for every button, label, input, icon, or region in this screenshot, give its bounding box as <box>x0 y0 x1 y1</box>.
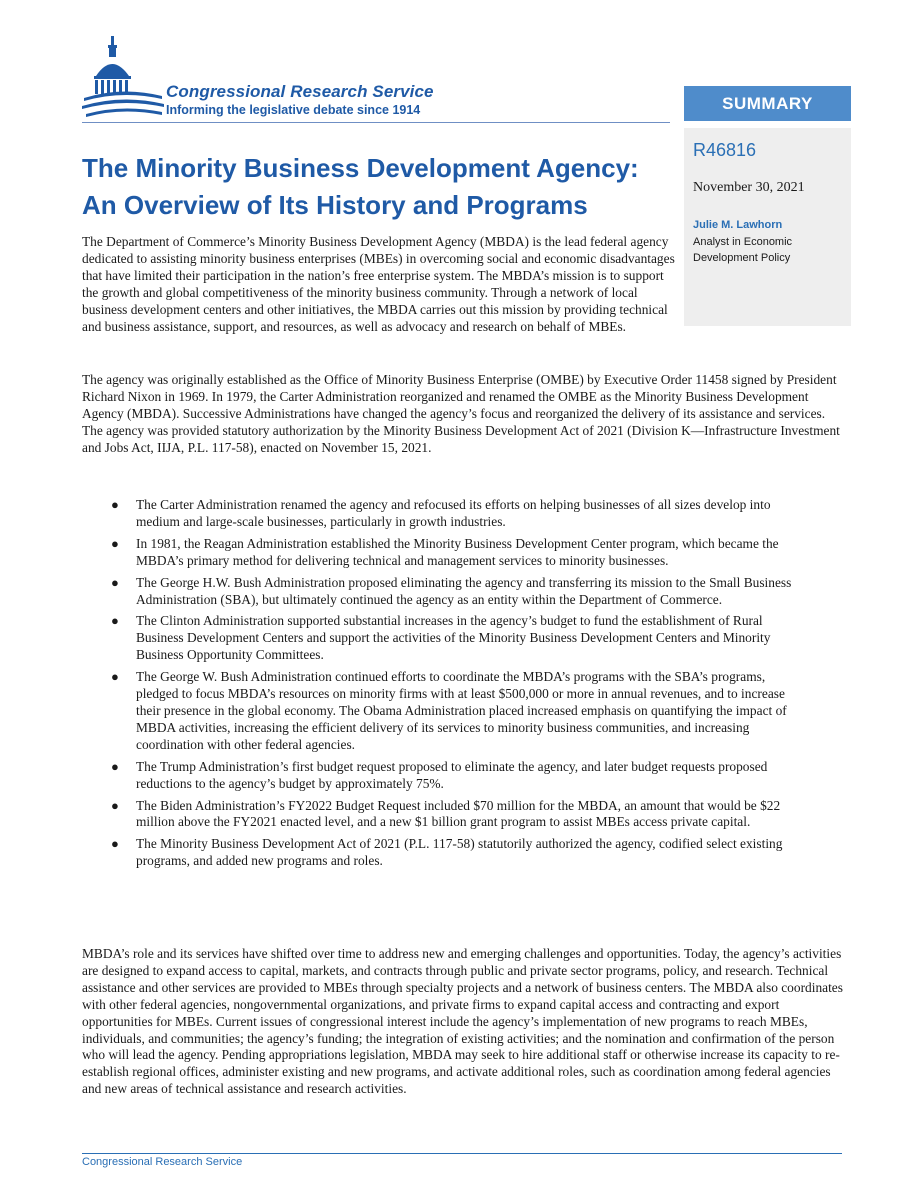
bullet-icon: ● <box>111 535 119 551</box>
administration-bullet-list <box>82 497 802 875</box>
org-tagline: Informing the legislative debate since 1914 <box>166 103 421 117</box>
bullet-icon: ● <box>111 669 119 685</box>
list-item: ● The George W. Bush Administration continued efforts to coordinate the MBDA’s programs with the SBA’s programs, pledged to focus MBDA’s resources on minority firms with at least $500,000 or more in annual revenues, and to increase their presence in the global economy. The Obama Administration placed increased emphasis on quantifying the impact of MBDA activities, increasing the efficient delivery of its services to minority business communities, and increasing coordination with other federal agencies. <box>111 669 787 752</box>
list-item: ● The Minority Business Development Act of 2021 (P.L. 117-58) statutorily authorized the agency, codified select existing programs, and added new programs and roles. <box>111 836 783 869</box>
list-item: ● The Biden Administration’s FY2022 Budget Request included $70 million for the MBDA, an amount that would be $22 million above the FY2021 enacted level, and a new $1 billion grant program to assist MBEs access private capital. <box>111 797 781 830</box>
bullet-icon: ● <box>111 574 119 590</box>
list-item: ● In 1981, the Reagan Administration established the Minority Business Development Center program, which became the MBDA’s primary method for delivering technical and management services to minority businesses. <box>111 535 779 568</box>
crs-logo <box>82 36 482 122</box>
bullet-icon: ● <box>111 758 119 774</box>
title-line-2: An Overview of Its History and Programs <box>82 190 588 220</box>
intro-paragraph: The Department of Commerce’s Minority Business Development Agency (MBDA) is the lead federal agency dedicated to assisting minority business enterprises (MBEs) in overcoming social and economic disadvantages that have limited their participation in the nation’s free enterprise system. The MBDA’s mission is to support the growth and global competitiveness of the minority business community. Through a network of local business development centers and other initiatives, the MBDA carries out this mission by providing technical and business assistance, support, and resources, as well as advocacy and research on behalf of MBEs. <box>82 234 675 334</box>
list-item: ● The Trump Administration’s first budget request proposed to eliminate the agency, and later budget requests proposed reductions to the agency’s budget by approximately 75%. <box>111 758 768 791</box>
author-name: Julie M. Lawhorn <box>693 219 783 231</box>
report-number: R46816 <box>693 140 757 160</box>
summary-tab: SUMMARY <box>684 86 851 121</box>
footer-text: Congressional Research Service <box>82 1156 243 1168</box>
title-line-1: The Minority Business Development Agency: <box>82 153 639 183</box>
capitol-dome-icon <box>82 36 166 122</box>
footer-divider <box>82 1153 842 1154</box>
history-paragraph: The agency was originally established as the Office of Minority Business Enterprise (OMBE) by Executive Order 11458 signed by President Richard Nixon in 1969. In 1979, the Carter Administration reorganized and renamed the OMBE as the Minority Business Development Agency (MBDA). Successive Administrations have changed the agency’s focus and reorganized the delivery of its assistance and services. The agency was provided statutory authorization by the Minority Business Development Act of 2021 (Division K—Infrastructure Investment and Jobs Act, IIJA, P.L. 117-58), enacted on November 15, 2021. <box>82 372 840 455</box>
org-name: Congressional Research Service <box>166 82 434 101</box>
list-item: ● The Clinton Administration supported substantial increases in the agency’s budget to fund the establishment of Rural Business Development Centers and support the activities of the Minority Business Development Centers and Minority Business Opportunity Committees. <box>111 613 771 663</box>
bullet-icon: ● <box>111 613 119 629</box>
bullet-icon: ● <box>111 836 119 852</box>
header-divider <box>82 122 670 123</box>
report-info-box <box>684 128 851 326</box>
list-item: ● The George H.W. Bush Administration proposed eliminating the agency and transferring its mission to the Small Business Administration (SBA), but ultimately continued the agency as an entity within the Department of Commerce. <box>111 574 792 607</box>
author-title: Analyst in Economic Development Policy <box>693 236 793 264</box>
list-item: ● The Carter Administration renamed the agency and refocused its efforts on helping businesses of all sizes develop into medium and large-scale businesses, particularly in growth industries. <box>111 497 771 529</box>
closing-paragraph: MBDA’s role and its services have shifted over time to address new and emerging challenges and opportunities. Today, the agency’s activities are designed to expand access to capital, markets, and contracts through public and private sector programs, policy, and research. Technical assistance and other services are provided to MBEs through specialty projects and a network of business centers. The MBDA also coordinates with other federal agencies, nongovernmental organizations, and private firms to expand capital access and contracting and export opportunities for MBEs. Current issues of congressional interest include the agency’s implementation of new programs to reach MBEs, individuals, and communities; the agency’s funding; the integration of existing activities; and the nomination and confirmation of the person who will lead the agency. Pending appropriations legislation, MBDA may seek to hire additional staff or otherwise increase its capacity to re-establish regional offices, administer existing and new programs, and activate additional roles, such as coordination among federal agencies and new areas of technical assistance and research activities. <box>82 946 843 1097</box>
bullet-icon: ● <box>111 797 119 813</box>
document-title <box>82 150 672 224</box>
bullet-icon: ● <box>111 497 119 512</box>
report-date: November 30, 2021 <box>693 180 805 195</box>
